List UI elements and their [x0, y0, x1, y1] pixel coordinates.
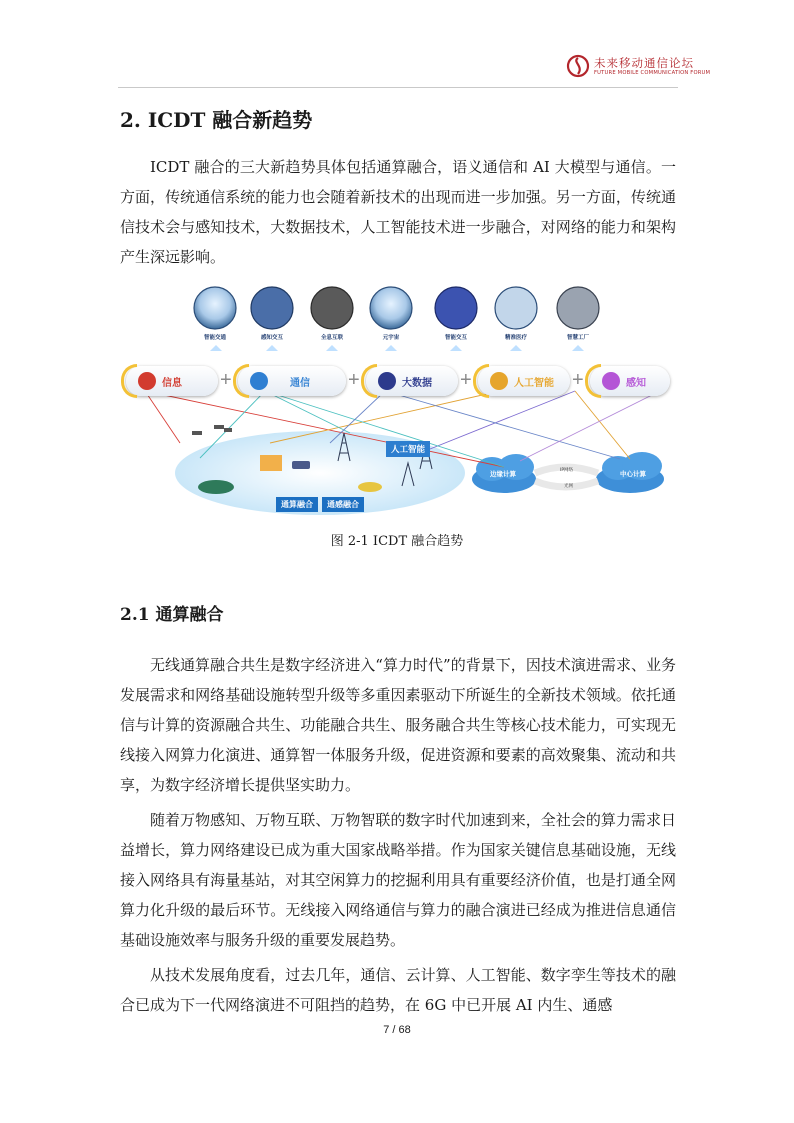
pillar-label: 大数据: [402, 378, 432, 389]
app-label: 精准医疗: [504, 335, 527, 341]
icdt-figure: [120, 283, 675, 523]
center-compute-label: 中心计算: [620, 470, 646, 478]
tag-ai: 人工智能: [386, 441, 430, 457]
app-label: 感知交互: [260, 335, 283, 341]
forum-logo: [566, 52, 711, 82]
tag-comm-compute: 通算融合: [276, 497, 318, 512]
intro-paragraph: ICDT 融合的三大新趋势具体包括通算融合，语义通信和 AI 大模型与通信。一方面，传统通信系统的能力也会随着新技术的出现而进一步加强。另一方面，传统通信技术会与感知技术，大数据技术，人工智能技术进一步融合，对网络的能力和架构产生深远影响。: [120, 158, 676, 266]
page-number: 7 / 68: [383, 1024, 411, 1036]
app-label: 智能交通: [203, 335, 226, 341]
pillar-sensing: [590, 366, 670, 396]
logo-english-name: FUTURE MOBILE COMMUNICATION FORUM: [594, 70, 711, 76]
sensing-icon: [602, 372, 620, 390]
pillar-label: 通信: [290, 378, 310, 389]
pillar-ai: [478, 366, 570, 396]
app-label: 全息互联: [320, 335, 343, 341]
plus-sign: +: [460, 369, 472, 391]
robot-icon: [292, 461, 310, 469]
building-icon: [260, 455, 282, 471]
body-paragraph: 随着万物感知、万物互联、万物智联的数字时代加速到来，全社会的算力需求日益增长，算力网络建设已成为重大国家战略举措。作为国家关键信息基础设施，无线接入网络具有海量基站，对其空闲算力的挖掘利用具有重要经济价值，也是打通全网算力化升级的最后环节。无线接入网络通信与算力的融合演进已经成为推进信息通信基础设施效率与服务升级的重要发展趋势。: [120, 811, 676, 949]
subsection-heading: 2.1 通算融合: [120, 605, 224, 625]
app-label: 智能交互: [444, 335, 467, 341]
section-heading: 2. ICDT 融合新趋势: [120, 108, 313, 132]
island-icon: [198, 480, 234, 494]
header-divider: [118, 87, 678, 88]
figure-graphics: [120, 283, 675, 523]
signal-icon: [250, 372, 268, 390]
body-paragraph: 无线通算融合共生是数字经济进入“算力时代”的背景下，因技术演进需求、业务发展需求和网络基础设施转型升级等多重因素驱动下所诞生的全新技术领域。依托通信与计算的资源融合共生、功能融合共生、服务融合共生等核心技术能力，可实现无线接入网算力化演进、通算智一体服务升级，促进资源和要素的高效聚集、流动和共享，为数字经济增长提供坚实助力。: [120, 656, 676, 794]
car-icon: [358, 482, 382, 492]
logo-chinese-name: 未来移动通信论坛: [594, 56, 694, 70]
pillar-info: [126, 366, 218, 396]
pillar-communication: [238, 366, 346, 396]
info-icon: [138, 372, 156, 390]
body-paragraph: 从技术发展角度看，过去几年，通信、云计算、人工智能、数字孪生等技术的融合已成为下一代网络演进不可阻挡的趋势，在 6G 中已开展 AI 内生、通感: [120, 966, 676, 1014]
forum-logo-icon: [566, 54, 590, 78]
app-label: 元宇宙: [382, 335, 400, 341]
ai-icon: [490, 372, 508, 390]
app-label: 智慧工厂: [566, 335, 589, 341]
plus-sign: +: [220, 369, 232, 391]
plus-sign: +: [348, 369, 360, 391]
pillar-label: 感知: [626, 378, 646, 389]
plus-sign: +: [572, 369, 584, 391]
pillar-label: 人工智能: [514, 378, 554, 389]
tag-comm-sense: 通感融合: [322, 497, 364, 512]
pillar-bigdata: [366, 366, 458, 396]
pillar-label: 信息: [162, 378, 182, 389]
link-label: 光网: [564, 484, 573, 489]
figure-caption: 图 2-1 ICDT 融合趋势: [330, 534, 464, 549]
link-label: IP网络: [560, 468, 574, 473]
edge-compute-label: 边缘计算: [490, 470, 516, 478]
database-icon: [378, 372, 396, 390]
